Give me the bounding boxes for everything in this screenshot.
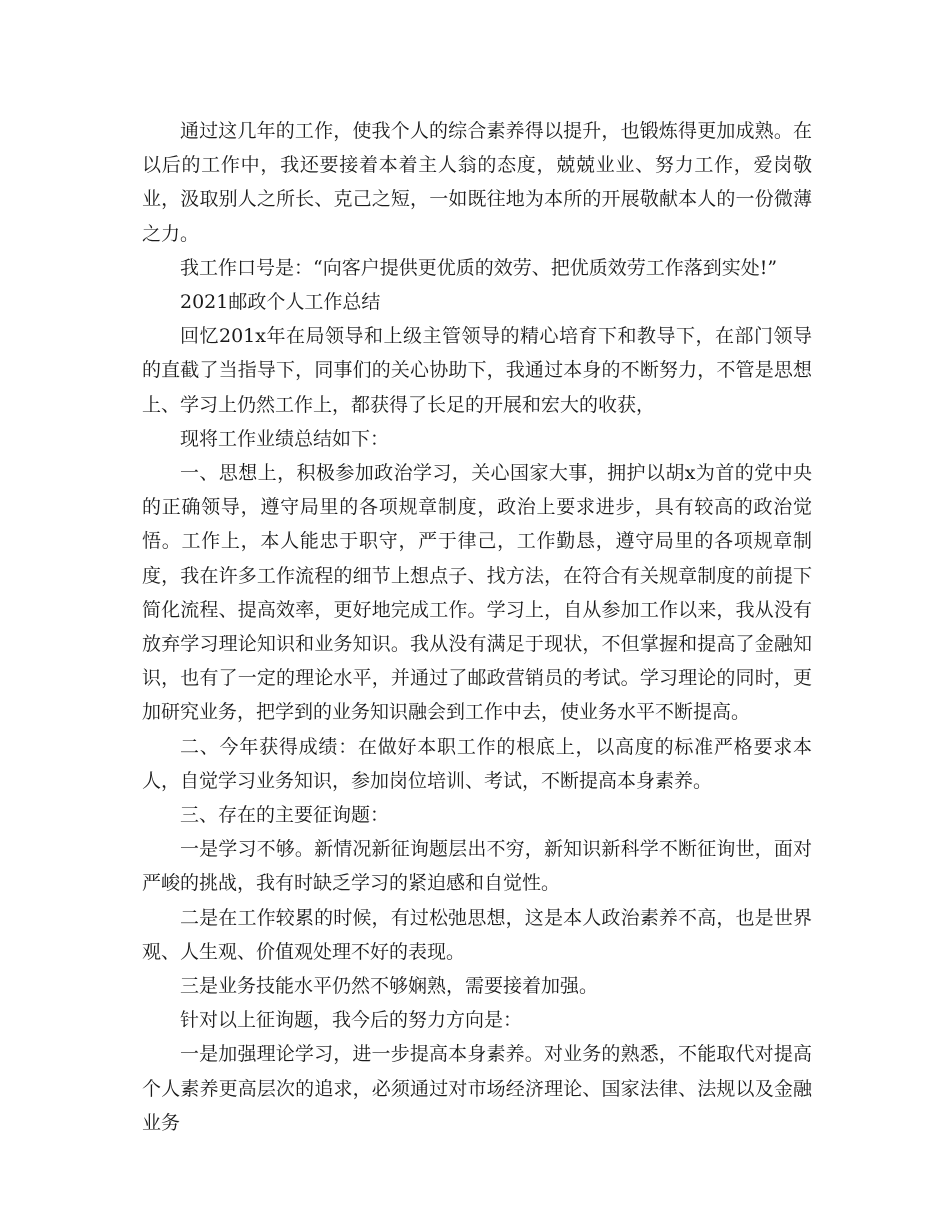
paragraph: 二、今年获得成绩：在做好本职工作的根底上，以高度的标准严格要求本人，自觉学习业务知识，参加岗位培训、考试，不断提高本身素养。 [142,735,812,792]
paragraph: 一是学习不够。新情况新征询题层出不穷，新知识新科学不断征询世，面对严峻的挑战，我有时缺乏学习的紧迫感和自觉性。 [142,838,812,895]
paragraph: 现将工作业绩总结如下： [180,427,390,450]
paragraph: 一是加强理论学习，进一步提高本身素养。对业务的熟悉，不能取代对提高个人素养更高层次的追求，必须通过对市场经济理论、国家法律、法规以及金融业务 [142,1043,812,1134]
paragraph: 回忆201x年在局领导和上级主管领导的精心培育下和教导下，在部门领导的直截了当指导下，同事们的关心协助下，我通过本身的不断努力，不管是思想上、学习上仍然工作上，都获得了长足的开展和宏大的收获， [142,325,812,416]
paragraph: 三、存在的主要征询题： [180,804,390,827]
section-title: 2021邮政个人工作总结 [180,291,381,314]
document-body [142,114,812,1140]
paragraph: 一、思想上，积极参加政治学习，关心国家大事，拥护以胡x为首的党中央的正确领导，遵守局里的各项规章制度，政治上要求进步，具有较高的政治觉悟。工作上，本人能忠于职守，严于律己，工作勤恳，遵守局里的各项规章制度，我在许多工作流程的细节上想点子、找方法，在符合有关规章制度的前提下简化流程、提高效率，更好地完成工作。学习上，自从参加工作以来，我从没有放弃学习理论知识和业务知识。我从没有满足于现状，不但掌握和提高了金融知识，也有了一定的理论水平，并通过了邮政营销员的考试。学习理论的同时，更加研究业务，把学到的业务知识融会到工作中去，使业务水平不断提高。 [142,462,812,724]
paragraph: 通过这几年的工作，使我个人的综合素养得以提升，也锻炼得更加成熟。在以后的工作中，我还要接着本着主人翁的态度，兢兢业业、努力工作，爱岗敬业，汲取别人之所长、克己之短，一如既往地为本所的开展敬献本人的一份微薄之力。 [142,120,812,245]
paragraph: 三是业务技能水平仍然不够娴熟，需要接着加强。 [180,975,599,998]
paragraph: 我工作口号是：“向客户提供更优质的效劳、把优质效劳工作落到实处!” [180,256,778,279]
paragraph: 针对以上征询题，我今后的努力方向是： [180,1009,523,1032]
paragraph: 二是在工作较累的时候，有过松弛思想，这是本人政治素养不高，也是世界观、人生观、价值观处理不好的表现。 [142,906,812,963]
